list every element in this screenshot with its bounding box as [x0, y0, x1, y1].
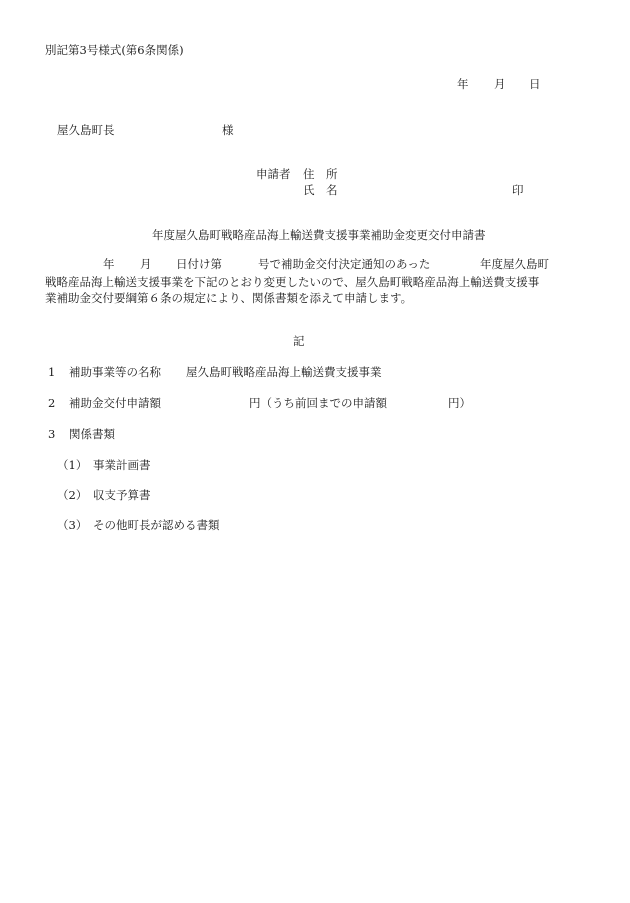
body-line-1: [45, 257, 560, 274]
date-month-label: 月: [494, 77, 506, 91]
document-title: 年度屋久島町戦略産品海上輸送費支援事業補助金変更交付申請書: [152, 228, 486, 242]
applicant-name-label: 氏 名: [303, 183, 338, 197]
document-3-label: その他町長が認める書類: [93, 518, 220, 532]
body-line-2: 戦略産品海上輸送支援事業を下記のとおり変更したいので、屋久島町戦略産品海上輸送費支援事: [45, 274, 540, 289]
body-month: 月: [140, 257, 152, 271]
item-3-number: 3: [48, 427, 56, 441]
applicant-address-label: 住 所: [303, 167, 338, 181]
applicant-label: 申請者: [256, 167, 291, 181]
body-fiscal-year: 年度屋久島町: [480, 257, 549, 271]
document-3-number: （3）: [57, 518, 88, 532]
addressee-honorific: 様: [222, 123, 234, 137]
body-paragraph: [45, 257, 560, 307]
document-1-number: （1）: [57, 458, 88, 472]
seal-mark: 印: [512, 183, 524, 197]
date-year-label: 年: [457, 77, 469, 91]
body-year: 年: [103, 257, 115, 271]
item-1-number: 1: [48, 365, 56, 379]
date-day-label: 日: [529, 77, 541, 91]
body-day-no: 日付け第: [176, 257, 222, 271]
document-1-label: 事業計画書: [93, 458, 151, 472]
item-2-close: 円）: [448, 396, 471, 410]
item-2-number: 2: [48, 396, 56, 410]
item-2-label: 補助金交付申請額: [69, 396, 161, 410]
document-2-number: （2）: [57, 488, 88, 502]
item-1-label: 補助事業等の名称: [69, 365, 161, 379]
item-2-amount-unit: 円（うち前回までの申請額: [249, 396, 387, 410]
addressee-name: 屋久島町長: [57, 123, 115, 137]
body-number: 号で補助金交付決定通知のあった: [258, 257, 431, 271]
form-label: 別記第3号様式(第6条関係): [45, 43, 184, 57]
item-3-label: 関係書類: [69, 427, 115, 441]
document-2-label: 収支予算書: [93, 488, 151, 502]
item-1-value: 屋久島町戦略産品海上輸送費支援事業: [186, 365, 382, 379]
ki-heading: 記: [293, 334, 305, 348]
body-line-3: 業補助金交付要綱第６条の規定により、関係書類を添えて申請します。: [45, 291, 413, 305]
